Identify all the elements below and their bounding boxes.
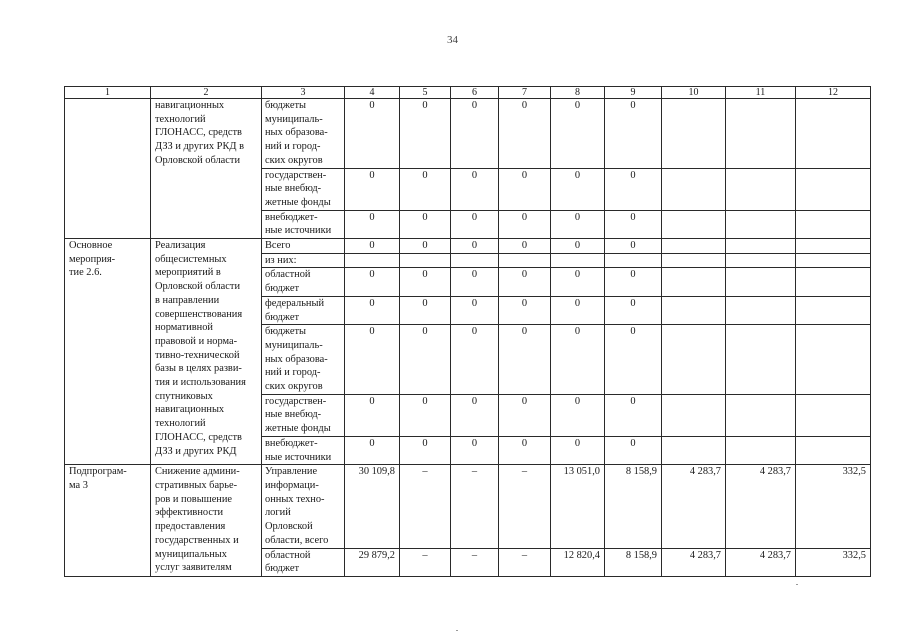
value-cell [662,296,726,324]
activity-label-cell [65,239,151,465]
funding-source-cell [262,268,345,296]
column-number: 3 [262,87,345,99]
value-cell: 0 [345,394,400,436]
value-cell: 0 [400,99,451,169]
value-cell: 0 [499,210,551,238]
value-cell [662,436,726,464]
subprogram-description-text: Снижение админи- стративных барье- ров и повышение эффективности предоставления государственных и муниципальных услуг заявителям [155,466,240,574]
column-number: 7 [499,87,551,99]
value-cell: 0 [551,436,605,464]
value-cell: 0 [551,394,605,436]
value-cell: 4 283,7 [726,465,796,548]
value-cell: 0 [345,296,400,324]
activity-label-text: Основное мероприя- тие 2.6. [69,240,116,279]
value-cell [345,253,400,268]
funding-source-text: государствен- ные внебюд- жетные фонды [265,395,331,435]
value-cell: 0 [400,325,451,395]
value-cell: 0 [499,168,551,210]
value-cell: 8 158,9 [605,548,662,576]
value-cell: 4 283,7 [726,548,796,576]
value-cell: 0 [451,210,499,238]
value-cell [726,268,796,296]
funding-source-cell [262,394,345,436]
value-cell: 0 [451,296,499,324]
value-cell [726,168,796,210]
funding-source-text: бюджеты муниципаль- ных образова- ний и город- ских округов [265,326,328,393]
value-cell: 0 [605,436,662,464]
value-cell: 12 820,4 [551,548,605,576]
value-cell: 0 [499,325,551,395]
column-number: 1 [65,87,151,99]
value-cell: 0 [451,394,499,436]
value-cell [726,394,796,436]
value-cell [662,394,726,436]
value-cell: 0 [605,296,662,324]
value-cell: 0 [400,394,451,436]
value-cell: – [451,548,499,576]
value-cell: 0 [400,239,451,254]
value-cell: 0 [551,239,605,254]
subprogram-label-cell [65,465,151,577]
program-cell-empty [65,99,151,239]
value-cell [400,253,451,268]
value-cell: 0 [605,168,662,210]
value-cell [662,210,726,238]
value-cell: 332,5 [796,548,871,576]
value-cell [662,168,726,210]
value-cell: 0 [605,325,662,395]
funding-source-cell [262,548,345,576]
value-cell [726,239,796,254]
column-number: 4 [345,87,400,99]
value-cell [796,268,871,296]
value-cell: – [400,548,451,576]
value-cell [451,253,499,268]
value-cell: 0 [400,210,451,238]
column-number: 9 [605,87,662,99]
value-cell [662,268,726,296]
value-cell: 0 [499,394,551,436]
funding-source-text: областной бюджет [265,269,311,295]
value-cell: 29 879,2 [345,548,400,576]
value-cell [726,253,796,268]
funding-source-text: внебюджет- ные источники [265,437,332,463]
value-cell: 0 [451,325,499,395]
value-cell [726,296,796,324]
value-cell: 0 [451,239,499,254]
funding-source-text: федеральный бюджет [265,297,325,323]
value-cell: 0 [345,325,400,395]
value-cell: 13 051,0 [551,465,605,548]
value-cell: 0 [345,210,400,238]
funding-source-cell [262,465,345,548]
funding-source-text: Управление информаци- онных техно- логий Орловской области, всего [265,466,329,546]
value-cell [726,99,796,169]
value-cell [662,99,726,169]
value-cell: 0 [605,394,662,436]
activity-description-cell [151,239,262,465]
value-cell: – [451,465,499,548]
funding-source-cell [262,436,345,464]
value-cell: 0 [451,268,499,296]
value-cell [726,325,796,395]
value-cell: 0 [451,99,499,169]
value-cell [796,436,871,464]
funding-source-cell [262,325,345,395]
value-cell: – [499,548,551,576]
value-cell: 0 [499,436,551,464]
value-cell [662,239,726,254]
value-cell: 30 109,8 [345,465,400,548]
value-cell: 0 [605,239,662,254]
value-cell: 0 [451,168,499,210]
funding-source-cell [262,210,345,238]
value-cell: 332,5 [796,465,871,548]
column-number: 2 [151,87,262,99]
funding-source-text: государствен- ные внебюд- жетные фонды [265,169,331,208]
column-number: 10 [662,87,726,99]
column-number-row [65,87,871,99]
funding-source-cell [262,99,345,169]
scan-speck [456,630,458,631]
column-number: 11 [726,87,796,99]
column-number: 5 [400,87,451,99]
funding-source-cell [262,253,345,268]
funding-source-text: областной бюджет [265,549,311,575]
table-row [65,465,871,548]
value-cell [605,253,662,268]
value-cell: 0 [499,268,551,296]
value-cell: 0 [605,99,662,169]
value-cell [796,168,871,210]
subprogram-description-cell [151,465,262,577]
value-cell [796,296,871,324]
column-number: 8 [551,87,605,99]
value-cell [726,210,796,238]
funding-source-cell [262,168,345,210]
value-cell [662,325,726,395]
value-cell: 0 [345,168,400,210]
value-cell [796,394,871,436]
value-cell: 0 [345,99,400,169]
table-row [65,99,871,169]
value-cell [796,325,871,395]
value-cell: 0 [400,268,451,296]
funding-source-text: бюджеты муниципаль- ных образова- ний и город- ских округов [265,100,328,166]
funding-source-cell [262,296,345,324]
value-cell: – [499,465,551,548]
value-cell: 0 [400,168,451,210]
budget-table [64,86,871,577]
value-cell: 0 [551,210,605,238]
subprogram-label-text: Подпрограм- ма 3 [69,466,127,491]
value-cell [796,239,871,254]
funding-source-text: из них: [265,254,297,266]
value-cell: 0 [499,99,551,169]
value-cell [726,436,796,464]
value-cell: 0 [345,239,400,254]
program-description-cell [151,99,262,239]
value-cell: 0 [605,210,662,238]
funding-source-cell [262,239,345,254]
value-cell: 0 [400,436,451,464]
value-cell: 0 [345,268,400,296]
value-cell [551,253,605,268]
program-description-text: навигационных технологий ГЛОНАСС, средств ДЗЗ и других РКД в Орловской области [155,100,244,166]
funding-source-text: внебюджет- ные источники [265,211,332,237]
value-cell [796,253,871,268]
value-cell [662,253,726,268]
table-row [65,239,871,254]
value-cell: 0 [551,325,605,395]
value-cell: – [400,465,451,548]
page-number: 34 [447,34,458,46]
funding-source-text: Всего [265,240,291,252]
value-cell: 4 283,7 [662,548,726,576]
value-cell [796,99,871,169]
column-number: 12 [796,87,871,99]
column-number: 6 [451,87,499,99]
value-cell: 0 [451,436,499,464]
value-cell [796,210,871,238]
value-cell: 0 [499,296,551,324]
value-cell: 0 [400,296,451,324]
value-cell: 4 283,7 [662,465,726,548]
value-cell: 0 [551,99,605,169]
scan-speck [796,584,798,585]
value-cell: 0 [551,296,605,324]
value-cell: 0 [551,268,605,296]
value-cell: 0 [551,168,605,210]
value-cell [499,253,551,268]
value-cell: 0 [345,436,400,464]
value-cell: 0 [605,268,662,296]
activity-description-text: Реализация общесистемных мероприятий в Орловской области в направлении совершенствования нормативной правовой и норма- тивно-технической базы в целях разви- тия и использования спутниковых навигационных технологий ГЛОНАСС, средств ДЗЗ и других РКД [155,240,246,457]
value-cell: 0 [499,239,551,254]
value-cell: 8 158,9 [605,465,662,548]
